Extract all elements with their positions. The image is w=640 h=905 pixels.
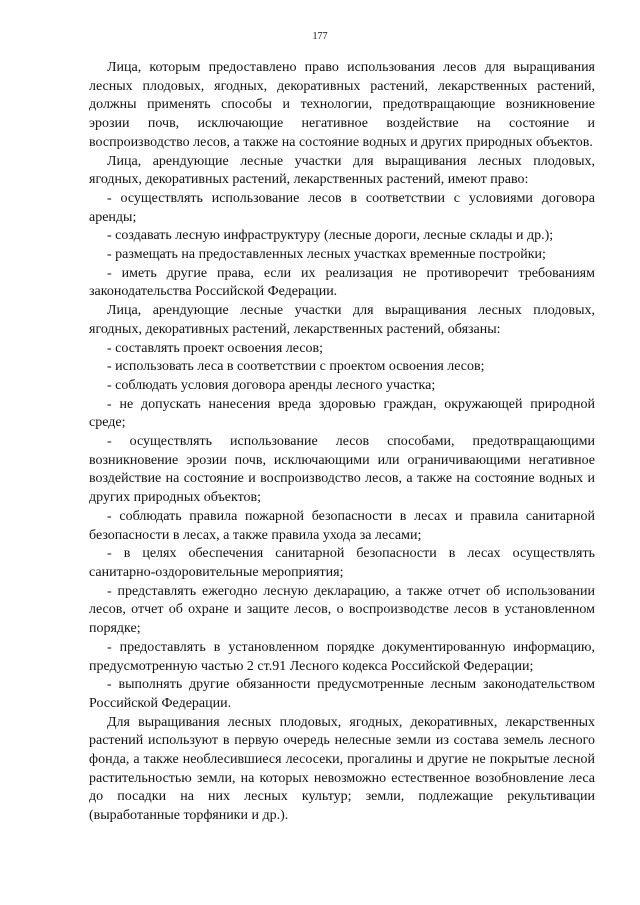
list-item: - составлять проект освоения лесов; (107, 340, 324, 356)
list-item: - иметь другие права, если их реализация не противоречит требованиям законодательства Российской Федерации. (89, 265, 595, 300)
list-item: - осуществлять использование лесов способами, предотвращающими возникновение эрозии почв, исключающими или ограничивающими негативное воздействие на состояние и воспроизводство лесов, а также на состояние водных и других природных объектов; (89, 434, 595, 506)
paragraph: Для выращивания лесных плодовых, ягодных, декоративных, лекарственных растений используют в первую очередь нелесные земли из состава земель лесного фонда, а также необлесившиеся лесосеки, прогалины и другие не покрытые лесной растительностью земли, на которых невозможно естественное возобновление леса до посадки на них лесных культур; земли, подлежащие рекультивации (выработанные торфяники и др.). (89, 714, 595, 824)
paragraph: Лица, арендующие лесные участки для выращивания лесных плодовых, ягодных, декоративных растений, лекарственных растений, имеют право: (89, 153, 595, 188)
list-item: - размещать на предоставленных лесных участках временные постройки; (107, 247, 546, 263)
list-item: - соблюдать условия договора аренды лесного участка; (107, 377, 436, 393)
paragraph: Лица, которым предоставлено право использования лесов для выращивания лесных плодовых, ягодных, декоративных растений, лекарственных растений, должны применять способы и технологии, предотвращающие возникновение эрозии почв, исключающие негативное воздействие на состояние и воспроизводство лесов, а также на состояние водных и других природных объектов. (89, 60, 595, 150)
document-body (89, 59, 595, 826)
page-number: 177 (312, 31, 328, 42)
paragraph: Лица, арендующие лесные участки для выращивания лесных плодовых, ягодных, декоративных растений, лекарственных растений, обязаны: (89, 303, 595, 337)
list-item: - представлять ежегодно лесную декларацию, а также отчет об использовании лесов, отчет об охране и защите лесов, о воспроизводстве лесов в установленном порядке; (89, 583, 595, 637)
list-item: - осуществлять использование лесов в соответствии с условиями договора аренды; (89, 190, 595, 225)
list-item: - выполнять другие обязанности предусмотренные лесным законодательством Российской Федерации. (89, 677, 595, 711)
list-item: - соблюдать правила пожарной безопасности в лесах и правила санитарной безопасности в лесах, а также правила ухода за лесами; (89, 508, 595, 543)
list-item: - использовать леса в соответствии с проектом освоения лесов; (107, 359, 485, 375)
list-item: - не допускать нанесения вреда здоровью граждан, окружающей природной среде; (89, 396, 595, 431)
list-item: - предоставлять в установленном порядке документированную информацию, предусмотренную частью 2 ст.91 Лесного кодекса Российской Федерации; (89, 639, 595, 674)
list-item: - создавать лесную инфраструктуру (лесные дороги, лесные склады и др.); (107, 228, 554, 244)
list-item: - в целях обеспечения санитарной безопасности в лесах осуществлять санитарно-оздоровительные мероприятия; (89, 546, 595, 580)
